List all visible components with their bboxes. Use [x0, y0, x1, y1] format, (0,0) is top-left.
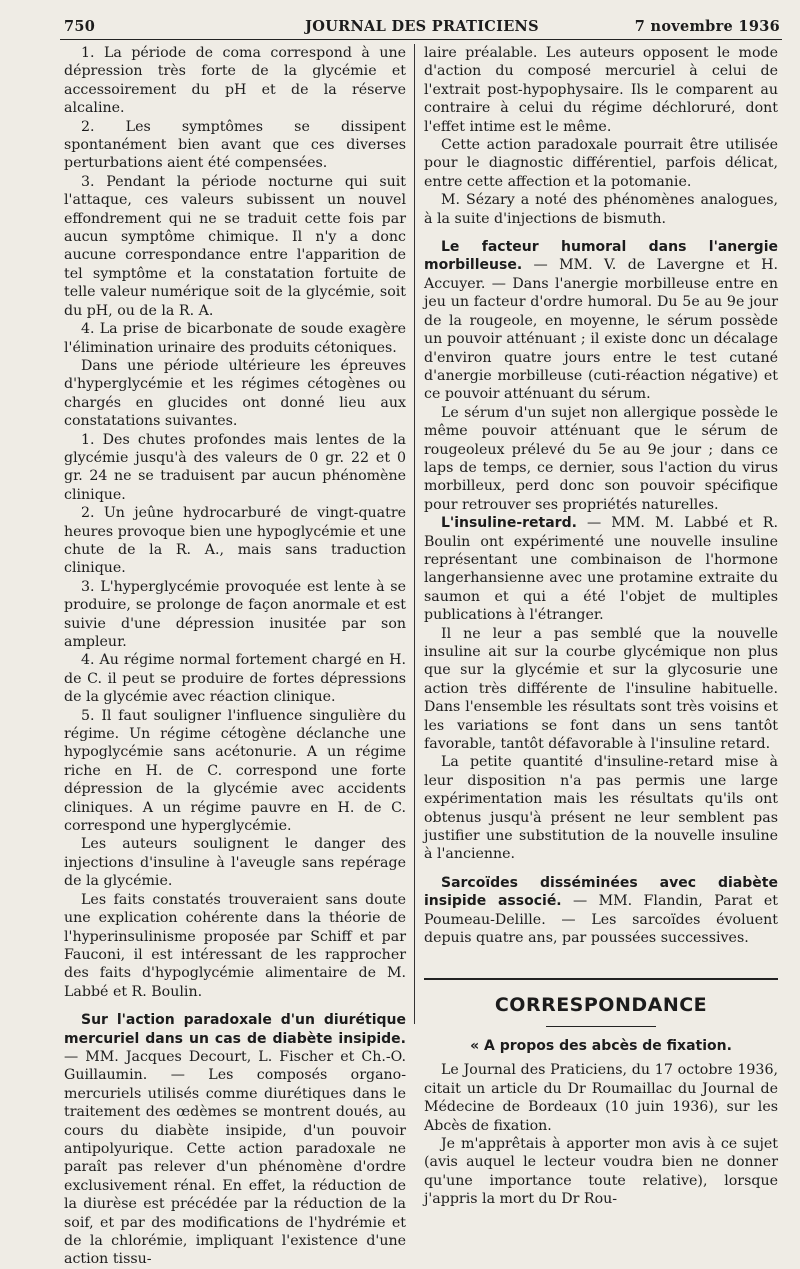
correspondance-section — [424, 978, 778, 1209]
article-authors: — MM. Jacques Decourt, L. Fischer et Ch.-O. Guillaumin. — — [64, 1048, 406, 1084]
article-authors: — MM. Flandin, Parat et Poumeau-Delille. — — [424, 893, 778, 928]
left-column — [64, 44, 406, 1269]
paragraph: Le Journal des Praticiens, du 17 octobre 1936, citait un article du Dr Roumaillac du Journal de Médecine de Bordeaux (10 juin 1936), sur les Abcès de fixation. — [424, 1062, 778, 1134]
paragraph: Il ne leur a pas semblé que la nouvelle insuline ait sur la courbe glycémique non plus que sur la glycémie et sur la glycosurie une action très différente de l'insuline habituelle. Dans l'ensemble les résultats sont très voisins et les variations se font dans un sens tantôt favorable, tantôt défavorable à l'insuline retard. — [424, 625, 778, 753]
section-subtitle: « A propos des abcès de fixation. — [470, 1037, 732, 1054]
issue-date: 7 novembre 1936 — [634, 18, 780, 35]
article-text: ont expérimenté une nouvelle insuline représentant une combinaison de l'hormone langerhansienne avec une protamine extraite du saumon et qui a été l'objet de multiples publications à l'étranger. — [424, 533, 778, 624]
heading-rule — [546, 1026, 656, 1027]
article-text: Les composés organo-mercuriels utilisés comme diurétiques dans le traitement des œdèmes se montrent doués, au cours du diabète insipide, d'un pouvoir antipolyurique. Cette action paradoxale ne paraît pas relever d'un phénomène d'ordre exclusivement rénal. En effet, la réduction de la diurèse est précédée par la réduction de la soif, et par des modifications de l'hydrémie et de la chlorémie, impliquant l'existence d'une action tissu- — [64, 1067, 406, 1268]
article-diuretique — [64, 1011, 406, 1269]
article-authors: — MM. M. Labbé et R. Boulin — [424, 515, 778, 550]
article-insuline — [424, 514, 778, 624]
article-sarcoides — [424, 874, 778, 948]
article-title: L'insuline-retard. — [441, 515, 577, 532]
paragraph: 2. Un jeûne hydrocarburé de vingt-quatre heures provoque bien une hypoglycémie et une chute de la R. A., mais sans traduction clinique. — [64, 505, 406, 577]
paragraph: Le sérum d'un sujet non allergique possède le même pouvoir atténuant que le sérum de rougeoleux prélevé du 5e au 9e jour ; dans ce laps de temps, ce dernier, sous l'action du virus morbilleux, perd donc son pouvoir spécifique pour retrouver ses propriétés naturelles. — [424, 404, 778, 513]
paragraph: 3. L'hyperglycémie provoquée est lente à se produire, se prolonge de façon anormale et est suivie d'une dépression inusitée par son ampleur. — [64, 578, 406, 650]
paragraph: Les auteurs soulignent le danger des injections d'insuline à l'aveugle sans repérage de la glycémie. — [64, 836, 406, 890]
paragraph: 1. La période de coma correspond à une dépression très forte de la glycémie et accessoirement du pH et de la réserve alcaline. — [64, 45, 406, 117]
paragraph: 4. La prise de bicarbonate de soude exagère l'élimination urinaire des produits cétoniques. — [64, 321, 406, 356]
paragraph: Cette action paradoxale pourrait être utilisée pour le diagnostic différentiel, parfois délicat, entre cette affection et la potomanie. — [424, 137, 778, 190]
article-authors: — MM. V. de Lavergne et H. Accuyer. — — [424, 257, 778, 292]
paragraph: laire préalable. Les auteurs opposent le mode d'action du composé mercuriel à celui de l'extrait post-hypophysaire. Ils le comparent au contraire à celui du régime déchloruré, dont l'effet intime est le même. — [424, 45, 778, 135]
article-text: Les sarcoïdes évoluent depuis quatre ans, par poussées successives. — [424, 911, 778, 947]
paragraph: 1. Des chutes profondes mais lentes de la glycémie jusqu'à des valeurs de 0 gr. 22 et 0 gr. 24 ne se traduisent par aucun phénomène clinique. — [64, 431, 406, 503]
journal-title: JOURNAL DES PRATICIENS — [305, 18, 539, 35]
paragraph: Je m'apprêtais à apporter mon avis à ce sujet (avis auquel le lecteur voudra bien ne donner qu'une importance toute relative), lorsque j'appris la mort du Dr Rou- — [424, 1135, 778, 1208]
paragraph: 2. Les symptômes se dissipent spontanément bien avant que ces diverses perturbations aient été compensées. — [64, 118, 406, 172]
article-text: Dans l'anergie morbilleuse entre en jeu un facteur d'ordre humoral. Du 5e au 9e jour de la rougeole, en moyenne, le sérum possède un pouvoir atténuant ; il existe donc un décalage d'environ quatre jours entre le test cutané d'anergie morbilleuse (cuti-réaction négative) et ce pouvoir atténuant du sérum. — [424, 275, 778, 403]
article-title: Sur l'action paradoxale d'un diurétique mercuriel dans un cas de diabète insipide. — [64, 1012, 406, 1047]
article-title: Le facteur humoral dans l'anergie morbilleuse. — [424, 239, 778, 274]
paragraph: Les faits constatés trouveraient sans doute une explication cohérente dans la théorie de l'hyperinsulinisme proposée par Schiff et par Fauconi, il est intéressant de les rapprocher des faits d'hypoglycémie alimentaire de M. Labbé et R. Boulin. — [64, 891, 406, 1000]
paragraph: 3. Pendant la période nocturne qui suit l'attaque, ces valeurs subissent un nouvel effondrement qui ne se traduit cette fois par aucun symptôme chimique. Il n'y a donc aucune correspondance entre l'apparition de tel symptôme et la constatation fortuite de telle valeur numérique soit de la glycémie, soit du pH, ou de la R. A. — [64, 173, 406, 319]
column-divider — [414, 44, 415, 1024]
page-number: 750 — [64, 18, 96, 35]
page-header — [64, 14, 780, 40]
paragraph: Dans une période ultérieure les épreuves d'hyperglycémie et les régimes cétogènes ou chargés en glucides ont donné lieu aux constatations suivantes. — [64, 357, 406, 430]
section-heading: CORRESPONDANCE — [494, 993, 708, 1016]
paragraph: La petite quantité d'insuline-retard mise à leur disposition n'a pas permis une large expérimentation mais les résultats qu'ils ont obtenus jusqu'à présent ne leur semblent pas justifier une substitution de la nouvelle insuline à l'ancienne. — [424, 754, 778, 863]
article-morbilleuse — [424, 238, 778, 404]
right-column — [424, 44, 778, 1209]
header-rule — [60, 39, 782, 40]
paragraph: 4. Au régime normal fortement chargé en H. de C. il peut se produire de fortes dépressions de la glycémie avec réaction clinique. — [64, 652, 406, 706]
paragraph: 5. Il faut souligner l'influence singulière du régime. Un régime cétogène déclanche une hypoglycémie sans acétonurie. A un régime riche en H. de C. correspond une forte dépression de la glycémie avec accidents cliniques. A un régime pauvre en H. de C. correspond une hyperglycémie. — [64, 707, 406, 835]
paragraph: M. Sézary a noté des phénomènes analogues, à la suite d'injections de bismuth. — [424, 192, 778, 227]
article-title: Sarcoïdes disséminées avec diabète insipide associé. — [424, 874, 778, 910]
